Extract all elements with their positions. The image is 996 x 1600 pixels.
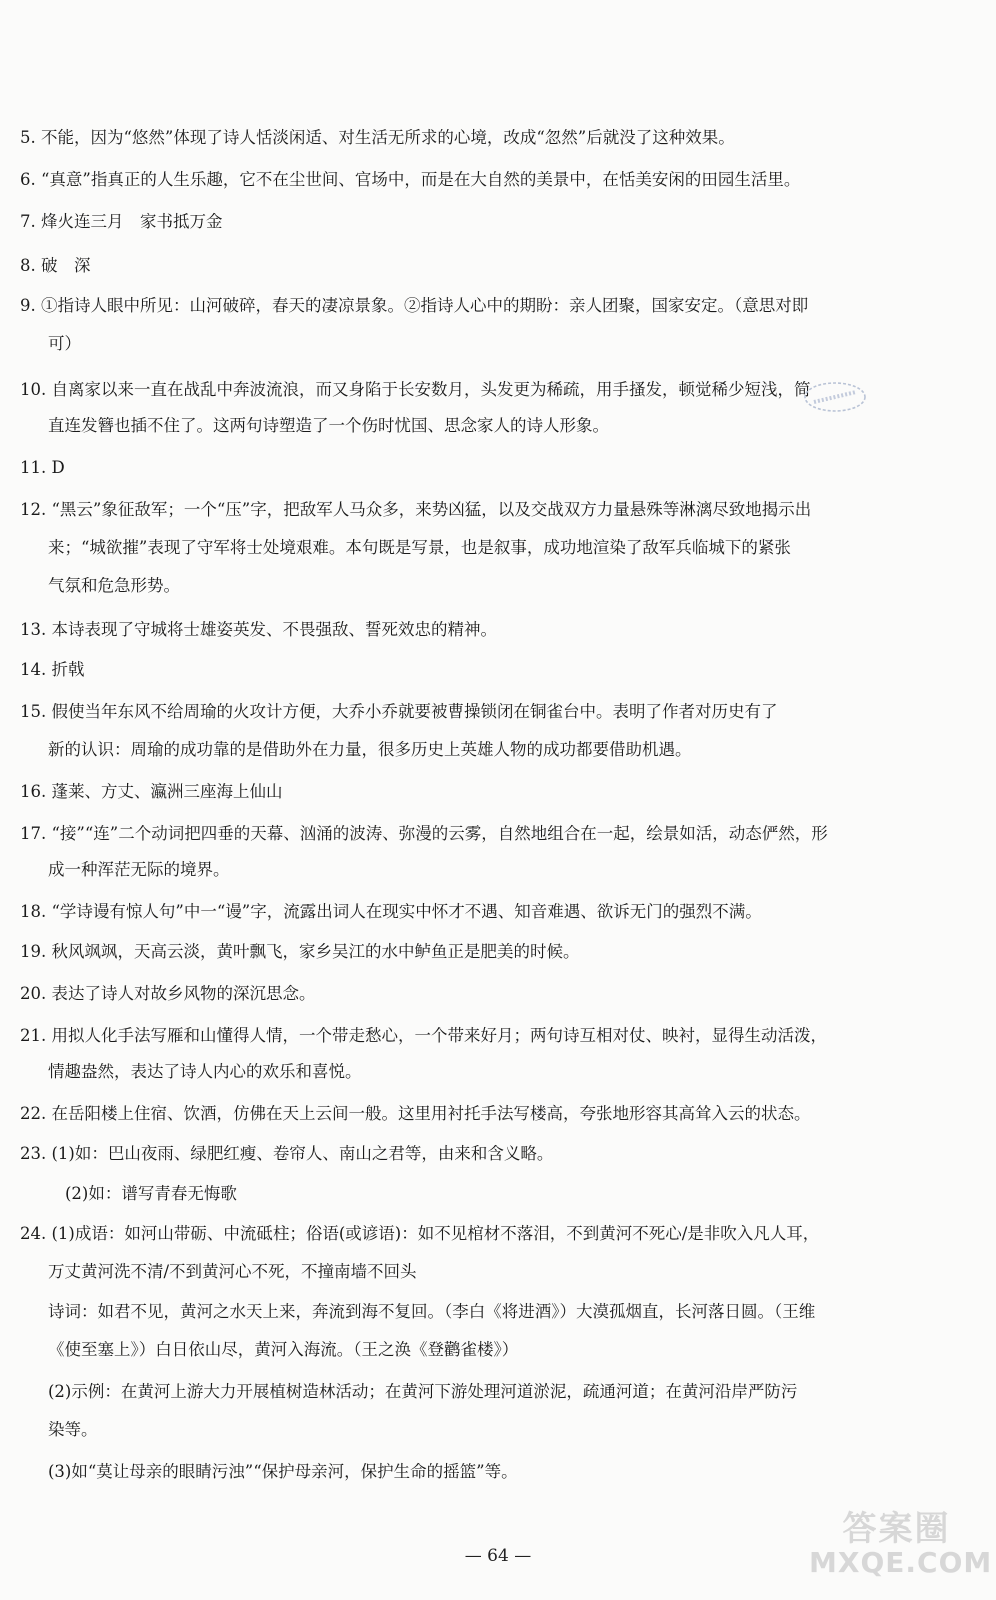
answer-5: 5. 不能，因为“悠然”体现了诗人恬淡闲适、对生活无所求的心境，改成“忽然”后就没了这种效果。 xyxy=(20,128,735,147)
answer-7: 7. 烽火连三月 家书抵万金 xyxy=(20,212,223,231)
answer-6: 6. “真意”指真正的人生乐趣，它不在尘世间、官场中，而是在大自然的美景中，在恬美安闲的田园生活里。 xyxy=(20,170,801,189)
answer-20: 20. 表达了诗人对故乡风物的深沉思念。 xyxy=(20,984,316,1003)
answer-16: 16. 蓬莱、方丈、瀛洲三座海上仙山 xyxy=(20,782,283,801)
answer-12-line-1: 12. “黑云”象征敌军；一个“压”字，把敌军人马众多，来势凶猛，以及交战双方力量悬殊等淋漓尽致地揭示出 xyxy=(20,500,812,519)
answer-24-part-2-line-2: 染等。 xyxy=(48,1420,98,1439)
answer-9-line-1: 9. ①指诗人眼中所见：山河破碎，春天的凄凉景象。②指诗人心中的期盼：亲人团聚，国家安定。（意思对即 xyxy=(20,296,809,315)
answer-18: 18. “学诗谩有惊人句”中一“谩”字，流露出词人在现实中怀才不遇、知音难遇、欲诉无门的强烈不满。 xyxy=(20,902,762,921)
answer-21-line-1: 21. 用拟人化手法写雁和山懂得人情，一个带走愁心，一个带来好月；两句诗互相对仗、映衬，显得生动活泼， xyxy=(20,1026,827,1045)
answer-24-part-3: (3)如“莫让母亲的眼睛污浊”“保护母亲河，保护生命的摇篮”等。 xyxy=(48,1462,518,1481)
answer-10-line-1: 10. 自离家以来一直在战乱中奔波流浪，而又身陷于长安数月，头发更为稀疏，用手搔发，顿觉稀少短浅，简 xyxy=(20,380,811,399)
answer-19: 19. 秋风飒飒，天高云淡，黄叶飘飞，家乡吴江的水中鲈鱼正是肥美的时候。 xyxy=(20,942,580,961)
answer-17-line-2: 成一种浑茫无际的境界。 xyxy=(48,860,230,879)
answer-24-part-2-line-1: (2)示例：在黄河上游大力开展植树造林活动；在黄河下游处理河道淤泥，疏通河道；在黄河沿岸严防污 xyxy=(48,1382,798,1401)
site-watermark-logo xyxy=(809,1509,993,1590)
answer-23-part-1: 23. (1)如：巴山夜雨、绿肥红瘦、卷帘人、南山之君等，由来和含义略。 xyxy=(20,1144,554,1163)
page-number: — 64 — xyxy=(464,1546,532,1566)
answer-14: 14. 折戟 xyxy=(20,660,85,679)
watermark-chinese: 答案圈 xyxy=(842,1509,951,1549)
answer-22: 22. 在岳阳楼上住宿、饮酒，仿佛在天上云间一般。这里用衬托手法写楼高，夸张地形容其高耸入云的状态。 xyxy=(20,1104,811,1123)
answer-23-part-2: (2)如：谱写青春无悔歌 xyxy=(65,1184,237,1203)
answer-10-line-2: 直连发簪也插不住了。这两句诗塑造了一个伤时忧国、思念家人的诗人形象。 xyxy=(48,416,609,435)
answer-15-line-2: 新的认识：周瑜的成功靠的是借助外在力量，很多历史上英雄人物的成功都要借助机遇。 xyxy=(48,740,692,759)
answer-24-part-1-line-1: 24. (1)成语：如河山带砺、中流砥柱；俗语(或谚语)：如不见棺材不落泪，不到黄河不死心/是非吹入凡人耳， xyxy=(20,1224,820,1243)
answer-9-line-2: 可） xyxy=(48,334,81,353)
answer-15-line-1: 15. 假使当年东风不给周瑜的火攻计方便，大乔小乔就要被曹操锁闭在铜雀台中。表明了作者对历史有了 xyxy=(20,702,778,721)
answer-8: 8. 破 深 xyxy=(20,256,91,275)
answer-13: 13. 本诗表现了守城将士雄姿英发、不畏强敌、誓死效忠的精神。 xyxy=(20,620,497,639)
answer-24-poems-line-1: 诗词：如君不见，黄河之水天上来，奔流到海不复回。（李白《将进酒》）大漠孤烟直，长河落日圆。（王维 xyxy=(48,1302,816,1321)
answer-24-part-1-line-2: 万丈黄河洗不清/不到黄河心不死，不撞南墙不回头 xyxy=(48,1262,417,1281)
watermark-latin: MXQE.COM xyxy=(809,1545,993,1579)
ink-stamp-mark xyxy=(800,378,870,416)
answer-11: 11. D xyxy=(20,458,65,477)
answer-24-poems-line-2: 《使至塞上》）白日依山尽，黄河入海流。（王之涣《登鹳雀楼》） xyxy=(48,1340,519,1359)
answer-17-line-1: 17. “接”“连”二个动词把四垂的天幕、汹涌的波涛、弥漫的云雾，自然地组合在一起，绘景如活，动态俨然，形 xyxy=(20,824,828,843)
answer-12-line-2: 来；“城欲摧”表现了守军将士处境艰难。本句既是写景，也是叙事，成功地渲染了敌军兵临城下的紧张 xyxy=(48,538,791,557)
answer-12-line-3: 气氛和危急形势。 xyxy=(48,576,180,595)
answer-21-line-2: 情趣盎然，表达了诗人内心的欢乐和喜悦。 xyxy=(48,1062,362,1081)
